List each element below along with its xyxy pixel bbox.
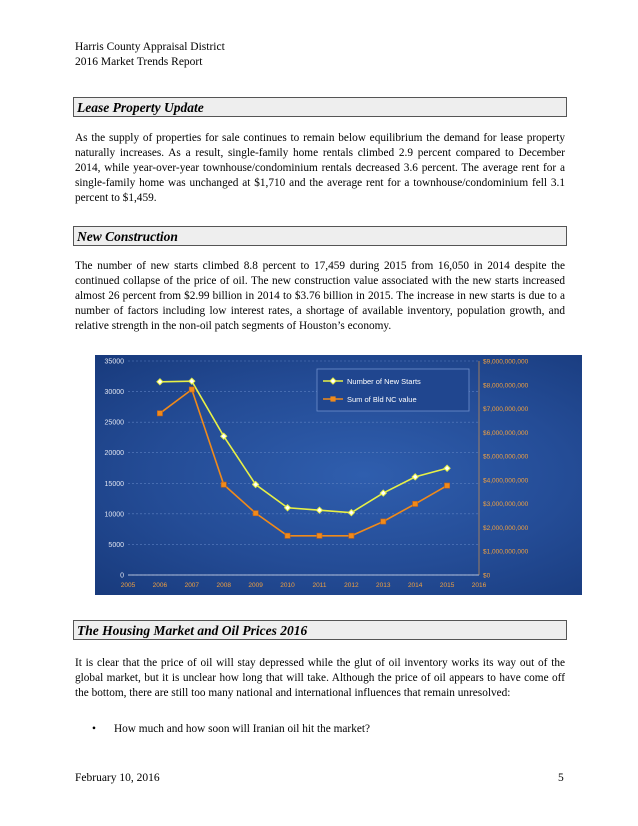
- x-tick-label: 2006: [152, 582, 168, 589]
- y-left-tick-label: 15000: [104, 480, 124, 488]
- data-point-bld-nc-value: [317, 533, 322, 538]
- paragraph-housing-oil: It is clear that the price of oil will stay depressed while the glut of oil inventory works its way out of the global market, but it is unclear how long that will take. Although the price of oil appears to have come off the bottom, there are still too many national and international influences that remain unresolved:: [75, 657, 565, 699]
- y-right-tick-label: $3,000,000,000: [483, 501, 529, 509]
- legend-label: Sum of Bld NC value: [347, 395, 417, 404]
- y-right-tick-label: $2,000,000,000: [483, 524, 529, 532]
- y-left-tick-label: 0: [120, 572, 124, 580]
- data-point-bld-nc-value: [444, 483, 449, 488]
- x-tick-label: 2010: [280, 582, 295, 589]
- data-point-new-starts: [316, 507, 322, 513]
- y-right-tick-label: $5,000,000,000: [483, 453, 529, 461]
- data-point-bld-nc-value: [285, 533, 290, 538]
- chart-legend: [317, 369, 469, 411]
- footer-date: February 10, 2016: [75, 772, 160, 784]
- document-header: [75, 40, 225, 70]
- data-point-bld-nc-value: [221, 482, 226, 487]
- paragraph-new-construction: The number of new starts climbed 8.8 percent to 17,459 during 2015 from 16,050 in 2014 despite the continued collapse of the price of oil. The new construction value associated with the new starts increased almost 26 percent from $2.99 billion in 2014 to $3.76 billion in 2015. The increase in new starts is due to a number of factors including low interest rates, a shortage of available inventory, population growth, and relative strength in the non-oil patch segments of Houston’s economy.: [75, 260, 565, 332]
- y-right-tick-label: $6,000,000,000: [483, 429, 529, 437]
- data-point-new-starts: [412, 474, 418, 480]
- y-right-tick-label: $7,000,000,000: [483, 406, 529, 414]
- x-tick-label: 2008: [216, 582, 231, 589]
- page-number: 5: [558, 772, 564, 784]
- data-point-new-starts: [157, 379, 163, 385]
- x-tick-label: 2016: [471, 582, 487, 589]
- chart-canvas: [95, 355, 582, 595]
- x-tick-label: 2005: [120, 582, 136, 589]
- section-heading-housing-oil: The Housing Market and Oil Prices 2016: [73, 620, 567, 640]
- data-point-new-starts: [444, 465, 450, 471]
- y-left-tick-label: 10000: [104, 511, 124, 519]
- y-left-tick-label: 35000: [104, 358, 124, 366]
- y-right-tick-label: $4,000,000,000: [483, 477, 529, 485]
- y-left-tick-label: 30000: [104, 389, 124, 397]
- legend-marker-icon: [330, 396, 335, 401]
- data-point-bld-nc-value: [253, 511, 258, 516]
- list-item: [92, 722, 370, 737]
- x-tick-label: 2012: [344, 582, 359, 589]
- header-report-title: 2016 Market Trends Report: [75, 56, 203, 68]
- y-left-tick-label: 5000: [108, 541, 124, 549]
- data-point-bld-nc-value: [381, 519, 386, 524]
- new-construction-chart: [95, 355, 582, 595]
- data-point-bld-nc-value: [157, 411, 162, 416]
- y-left-tick-label: 25000: [104, 419, 124, 427]
- x-tick-label: 2007: [184, 582, 200, 589]
- header-organization: Harris County Appraisal District: [75, 41, 225, 53]
- y-left-tick-label: 20000: [104, 450, 124, 458]
- x-tick-label: 2011: [312, 582, 327, 589]
- bullet-text: How much and how soon will Iranian oil hit the market?: [114, 723, 371, 735]
- paragraph-lease: As the supply of properties for sale continues to remain below equilibrium the demand for lease property naturally increases. As a result, single-family home rentals climbed 2.9 percent compared to December 2014, while year-over-year townhouse/condominium rentals decreased 3.6 percent. The average rent for a single-family home was unchanged at $1,710 and the average rent for a townhouse/condominium fell 3.1 percent to $1,459.: [75, 132, 565, 204]
- y-right-tick-label: $0: [483, 572, 491, 580]
- data-point-bld-nc-value: [413, 501, 418, 506]
- bullet-icon: •: [92, 723, 96, 735]
- x-tick-label: 2009: [248, 582, 263, 589]
- x-tick-label: 2015: [439, 582, 455, 589]
- section-heading-new-construction: New Construction: [73, 226, 567, 246]
- section-heading-lease: Lease Property Update: [73, 97, 567, 117]
- data-point-bld-nc-value: [349, 533, 354, 538]
- legend-label: Number of New Starts: [347, 377, 421, 386]
- x-tick-label: 2013: [376, 582, 391, 589]
- y-right-tick-label: $8,000,000,000: [483, 382, 529, 390]
- x-tick-label: 2014: [407, 582, 423, 589]
- y-right-tick-label: $1,000,000,000: [483, 548, 529, 556]
- y-right-tick-label: $9,000,000,000: [483, 358, 529, 366]
- data-point-bld-nc-value: [189, 387, 194, 392]
